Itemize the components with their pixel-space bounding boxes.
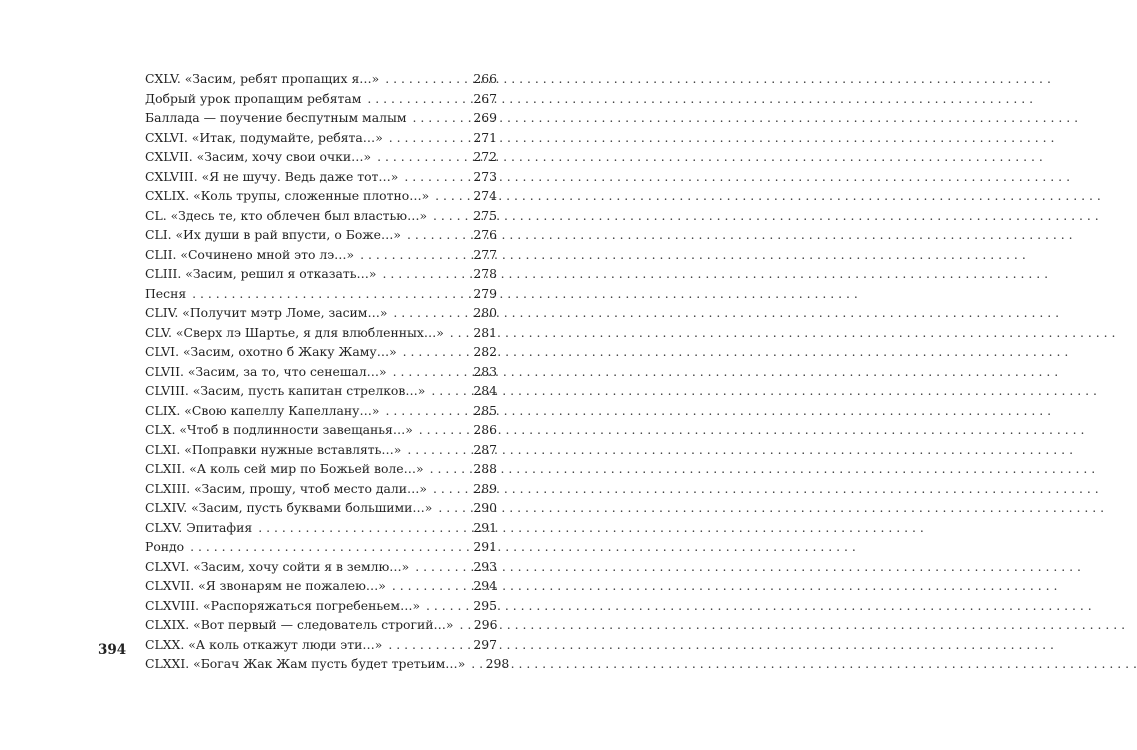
toc-entry — [145, 615, 497, 635]
toc-entry-title: CLX. «Чтоб в подлинности завещанья…» — [145, 422, 413, 437]
toc-entry — [145, 245, 497, 265]
toc-entry — [145, 576, 497, 596]
toc-entry-title: CL. «Здесь те, кто облечен был властью…» — [145, 207, 428, 223]
toc-entry-title: CLXXI. «Богач Жак Жам пусть будет третьим…» — [145, 656, 466, 671]
toc-entry-title: CXLIX. «Коль трупы, сложенные плотно…» — [145, 188, 430, 203]
toc-entry — [145, 108, 497, 128]
toc-entry — [145, 186, 497, 206]
toc-entry-title: CLIV. «Получит мэтр Ломе, засим…» — [145, 305, 388, 320]
toc-entry — [145, 440, 497, 460]
toc-leader-dots — [415, 557, 467, 577]
toc-entry-page: 273 — [473, 168, 497, 184]
toc-entry-page: 295 — [473, 597, 497, 613]
toc-entry-title: CXLVI. «Итак, подумайте, ребята…» — [145, 129, 383, 145]
toc-entry — [145, 284, 497, 304]
toc-entry-title: CLVII. «Засим, за то, что сенешал…» — [145, 363, 387, 379]
toc-leader-dots — [360, 245, 467, 265]
toc-entry-page: 277 — [473, 246, 497, 262]
toc-entry-title: CLIX. «Свою капеллу Капеллану…» — [145, 402, 380, 418]
toc-entry-title: CXLV. «Засим, ребят пропащих я…» — [145, 71, 380, 86]
toc-entry-title: CLXIX. «Вот первый — следователь строгий…» — [145, 617, 454, 632]
toc-entry — [145, 264, 497, 284]
toc-entry-title: CLVIII. «Засим, пусть капитан стрелков…» — [145, 383, 426, 398]
toc-leader-dots — [412, 108, 467, 128]
toc-leader-dots — [471, 654, 479, 674]
toc-entry-page: 267 — [473, 90, 497, 106]
toc-leader-dots — [389, 128, 467, 148]
toc-leader-dots — [459, 615, 467, 635]
toc-entry — [145, 128, 497, 148]
toc-entry-page: 272 — [473, 149, 497, 164]
toc-entry-title: CLXVI. «Засим, хочу сойти я в землю…» — [145, 558, 410, 574]
toc-leader-dots — [403, 342, 467, 362]
toc-entry-title: Песня — [145, 285, 187, 301]
toc-entry-page: 286 — [473, 422, 497, 437]
toc-leader-dots — [433, 206, 467, 226]
toc-entry-title: CLXIV. «Засим, пусть буквами большими…» — [145, 500, 433, 515]
toc-leader-dots — [258, 518, 467, 538]
toc-entry-page: 294 — [473, 578, 497, 593]
toc-entry-page: 288 — [473, 461, 497, 476]
toc-leader-dots — [433, 479, 467, 499]
toc-entry — [145, 537, 497, 557]
toc-entry-page: 271 — [473, 129, 497, 145]
toc-leader-dots — [192, 284, 467, 304]
toc-leader-dots — [419, 420, 467, 440]
toc-leader-dots — [190, 537, 467, 557]
toc-entry-page: 290 — [473, 500, 497, 515]
toc-entry-title: CLXVII. «Я звонарям не пожалею…» — [145, 578, 386, 593]
toc-entry — [145, 323, 497, 343]
toc-leader-dots — [426, 596, 467, 616]
toc-entry-title: CLXI. «Поправки нужные вставлять…» — [145, 441, 402, 457]
toc-entry-page: 275 — [473, 207, 497, 223]
toc-entry — [145, 401, 497, 421]
toc-entry-title: Добрый урок пропащим ребятам — [145, 90, 362, 106]
toc-entry — [145, 342, 497, 362]
toc-entry-page: 297 — [473, 636, 497, 652]
table-of-contents — [145, 69, 510, 674]
toc-entry-page: 285 — [473, 402, 497, 418]
toc-entry-page: 287 — [473, 441, 497, 457]
toc-entry — [145, 479, 497, 499]
toc-entry-title: CXLVII. «Засим, хочу свои очки…» — [145, 149, 372, 164]
toc-leader-dots — [382, 264, 467, 284]
toc-leader-dots — [407, 225, 467, 245]
toc-entry-page: 296 — [473, 617, 498, 632]
toc-entry-title: CLII. «Сочинено мной это лэ…» — [145, 246, 355, 262]
toc-entry-title: CLI. «Их души в рай впусти, о Боже…» — [145, 227, 401, 242]
toc-entry-title: CLV. «Сверх лэ Шартье, я для влюбленных…» — [145, 324, 444, 340]
toc-entry-title: CLIII. «Засим, решил я отказать…» — [145, 266, 377, 281]
page-number: 394 — [98, 642, 127, 658]
toc-leader-dots — [367, 89, 467, 109]
toc-entry-title: CLXX. «А коль откажут люди эти…» — [145, 636, 383, 652]
toc-leader-dots — [435, 186, 467, 206]
toc-entry-page: 284 — [473, 383, 497, 398]
toc-entry — [145, 167, 497, 187]
toc-leader-dots — [393, 303, 467, 323]
toc-entry-page: 278 — [473, 266, 497, 281]
toc-entry — [145, 459, 497, 479]
toc-entry-page: 282 — [473, 344, 497, 359]
toc-entry — [145, 225, 497, 245]
toc-entry-title: CLXII. «А коль сей мир по Божьей воле…» — [145, 461, 424, 476]
toc-entry-page: 291 — [473, 519, 497, 535]
toc-entry — [145, 596, 497, 616]
toc-entry-page: 293 — [473, 558, 497, 574]
toc-entry-title: CLVI. «Засим, охотно б Жаку Жаму…» — [145, 344, 397, 359]
toc-entry — [145, 654, 510, 674]
toc-leader-dots — [430, 459, 467, 479]
toc-entry — [145, 303, 497, 323]
toc-entry — [145, 381, 497, 401]
toc-entry-page: 276 — [473, 227, 497, 242]
toc-leader-dots — [388, 635, 467, 655]
toc-entry — [145, 420, 497, 440]
toc-entry — [145, 147, 497, 167]
toc-entry-title: Баллада — поучение беспутным малым — [145, 110, 407, 125]
toc-entry — [145, 206, 497, 226]
toc-entry-title: CXLVIII. «Я не шучу. Ведь даже тот…» — [145, 168, 399, 184]
toc-entry-title: Рондо — [145, 539, 185, 554]
toc-entry-title: CLXV. Эпитафия — [145, 519, 253, 535]
toc-leader-dots — [377, 147, 467, 167]
toc-entry-page: 283 — [473, 363, 497, 379]
toc-entry-title: CLXVIII. «Распоряжаться погребеньем…» — [145, 597, 421, 613]
toc-entry-page: 279 — [473, 285, 497, 301]
toc-leader-dots — [450, 323, 467, 343]
toc-entry — [145, 498, 497, 518]
toc-entry-page: 298 — [485, 656, 510, 671]
toc-entry-page: 266 — [473, 71, 497, 86]
toc-entry — [145, 362, 497, 382]
toc-entry-page: 289 — [473, 480, 497, 496]
toc-leader-dots — [404, 167, 467, 187]
toc-leader-dots — [393, 362, 467, 382]
toc-leader-dots — [385, 69, 467, 89]
toc-entry — [145, 89, 497, 109]
toc-leader-dots — [392, 576, 467, 596]
toc-entry-title: CLXIII. «Засим, прошу, чтоб место дали…» — [145, 480, 428, 496]
toc-leader-dots — [431, 381, 467, 401]
toc-entry — [145, 557, 497, 577]
toc-entry-page: 291 — [473, 539, 497, 554]
toc-entry-page: 274 — [473, 188, 497, 203]
toc-entry — [145, 635, 497, 655]
toc-entry — [145, 69, 497, 89]
toc-entry-page: 269 — [473, 110, 497, 125]
toc-leader-dots — [407, 440, 467, 460]
toc-entry-page: 280 — [473, 305, 497, 320]
toc-leader-dots — [385, 401, 467, 421]
toc-entry — [145, 518, 497, 538]
toc-leader-dots — [438, 498, 467, 518]
toc-entry-page: 281 — [473, 324, 497, 340]
